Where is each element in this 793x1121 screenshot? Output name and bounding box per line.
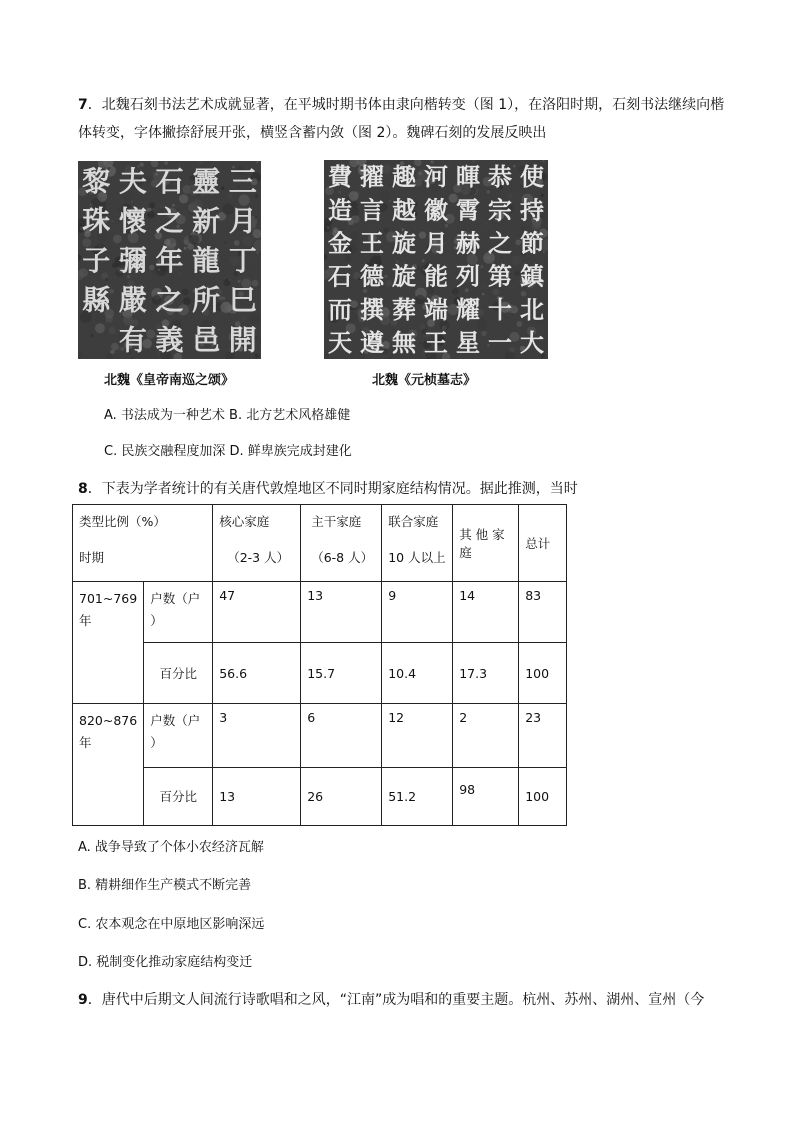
rubbing-texture-speck	[149, 202, 155, 208]
rubbing-character: 耀	[456, 294, 480, 324]
rubbing-character: 持	[520, 195, 544, 225]
rubbing-character: 十	[488, 294, 512, 324]
rubbing-character: 彌	[118, 244, 147, 278]
rubbing-character: 王	[360, 228, 384, 258]
cell-r3-main: 6	[301, 704, 382, 768]
q9-stem-line	[78, 987, 738, 1013]
header-core	[213, 505, 301, 582]
rubbing-character: 子	[82, 244, 111, 278]
rubbing-character: 葬	[392, 294, 416, 324]
period-cell-1: 701~769 年	[73, 582, 144, 704]
rubbing-texture-speck	[149, 265, 155, 271]
table-header-row	[73, 505, 567, 582]
rubbing-texture-speck	[78, 351, 83, 359]
q8-stem-line	[78, 476, 738, 502]
rubbing-character: 河	[424, 162, 448, 192]
rubbing-texture-speck	[238, 280, 241, 283]
family-structure-table	[72, 504, 567, 826]
q9-number: 9	[78, 992, 88, 1008]
rubbing-image-1	[78, 161, 261, 359]
rubbing-character: 造	[328, 195, 352, 225]
rubbing-character: 旋	[392, 261, 416, 291]
rubbing-character: 開	[228, 323, 257, 357]
rubbing-character: 之	[488, 228, 512, 258]
rubbing-character: 王	[424, 328, 448, 358]
rubbing-texture-speck	[229, 279, 231, 281]
rubbing-texture-speck	[224, 241, 227, 244]
rubbing-texture-speck	[480, 161, 483, 164]
rubbing-character: 旋	[392, 228, 416, 258]
rubbing-character: 費	[328, 162, 352, 192]
cell-r2-main: 15.7	[301, 643, 382, 704]
rubbing-character: 石	[155, 164, 184, 198]
rubbing-character: 嚴	[118, 283, 147, 317]
rubbing-character: 三	[228, 164, 257, 198]
cell-r3-other: 2	[453, 704, 519, 768]
rubbing-character: 越	[392, 195, 416, 225]
rubbing-character: 列	[456, 261, 480, 291]
rubbing-character: 一	[488, 328, 512, 358]
rubbing-texture-speck	[249, 161, 254, 164]
cell-r2-joint: 10.4	[382, 643, 453, 704]
percent-label-2: 百分比	[144, 767, 213, 825]
cell-r1-total: 83	[519, 582, 567, 643]
rubbing-texture-speck	[482, 293, 485, 296]
rubbing-texture-speck	[384, 275, 387, 278]
rubbing-texture-speck	[256, 161, 259, 164]
rubbing-character: 大	[520, 328, 544, 358]
cell-r1-main: 13	[301, 582, 382, 643]
rubbing-texture-speck	[389, 200, 391, 202]
cell-r2-core: 56.6	[213, 643, 301, 704]
rubbing-texture-speck	[481, 331, 487, 337]
header-type-ratio: 类型比例（%）	[79, 514, 166, 529]
rubbing-character: 夫	[118, 164, 147, 198]
rubbing-texture-speck	[184, 247, 187, 250]
rubbing-character: 年	[155, 244, 184, 278]
table-row	[73, 767, 567, 825]
rubbing-character: 第	[488, 261, 512, 291]
rubbing-image-2	[324, 160, 548, 359]
cell-r2-total: 100	[519, 643, 567, 704]
rubbing-texture-speck	[256, 251, 258, 253]
cell-r2-other: 17.3	[453, 643, 519, 704]
rubbing-texture-speck	[243, 318, 246, 321]
cell-r4-main: 26	[301, 767, 382, 825]
rubbing-character: 德	[360, 261, 384, 291]
rubbing-texture-speck	[389, 358, 391, 359]
q7-line1	[78, 92, 738, 118]
rubbing-character: 端	[424, 294, 448, 324]
rubbing-character: 黎	[82, 164, 111, 198]
rubbing-character: 遵	[360, 328, 384, 358]
households-label-2: 户数（户 ）	[144, 704, 213, 768]
rubbing-character: 節	[520, 228, 544, 258]
table-row	[73, 643, 567, 704]
rubbing-texture-speck	[221, 186, 225, 190]
rubbing-texture-speck	[146, 330, 155, 339]
rubbing-character: 龍	[192, 244, 221, 278]
rubbing-texture-speck	[351, 215, 359, 223]
rubbing-texture-speck	[147, 211, 155, 219]
table-row	[73, 582, 567, 643]
rubbing-character: 而	[328, 294, 352, 324]
rubbing-texture-speck	[515, 271, 520, 276]
rubbing-texture-speck	[78, 254, 81, 261]
rubbing-texture-speck	[183, 297, 191, 305]
rubbing-character: 趣	[392, 162, 416, 192]
rubbing-texture-speck	[111, 220, 113, 222]
rubbing-character: 靈	[192, 164, 221, 198]
rubbing-texture-speck	[222, 297, 225, 300]
percent-label-1: 百分比	[144, 643, 213, 704]
rubbing-texture-speck	[131, 201, 133, 203]
header-total: 总计	[519, 505, 567, 582]
households-label-1: 户数（户 ）	[144, 582, 213, 643]
rubbing-character: 能	[424, 261, 448, 291]
q8-number: 8	[78, 481, 88, 497]
rubbing-texture-speck	[480, 265, 483, 268]
rubbing-character: 使	[520, 162, 544, 192]
rubbing-texture-speck	[105, 278, 108, 281]
rubbing-character: 恭	[488, 162, 512, 192]
rubbing-character: 擢	[360, 162, 384, 192]
cell-r4-core: 13	[213, 767, 301, 825]
table-row	[73, 704, 567, 768]
rubbing-character: 懷	[118, 204, 147, 238]
header-main-2: （6-8 人）	[311, 550, 374, 565]
header-period: 时期	[79, 550, 105, 565]
q8-option-c: C. 农本观念在中原地区影响深远	[78, 917, 265, 932]
rubbing-texture-speck	[324, 254, 327, 261]
rubbing-character: 之	[155, 204, 184, 238]
cell-r4-total: 100	[519, 767, 567, 825]
q7-options-ab: A. 书法成为一种艺术 B. 北方艺术风格雄健	[104, 408, 351, 423]
rubbing-image-2-svg	[324, 160, 548, 359]
cell-r3-core: 3	[213, 704, 301, 768]
header-main	[301, 505, 382, 582]
rubbing-character: 邑	[192, 323, 221, 357]
cell-r3-joint: 12	[382, 704, 453, 768]
rubbing-texture-speck	[109, 327, 116, 334]
cell-r4-joint: 51.2	[382, 767, 453, 825]
header-joint-1: 联合家庭	[388, 514, 439, 529]
rubbing-character: 天	[328, 328, 352, 358]
rubbing-character: 言	[360, 195, 384, 225]
q8-option-b: B. 精耕细作生产模式不断完善	[78, 878, 252, 893]
rubbing-character: 月	[228, 204, 257, 238]
rubbing-character: 所	[192, 283, 221, 317]
rubbing-texture-speck	[513, 165, 515, 167]
cell-r1-other: 14	[453, 582, 519, 643]
rubbing-character: 無	[392, 328, 416, 358]
rubbing-character: 徽	[424, 195, 448, 225]
rubbing-texture-speck	[106, 353, 112, 359]
rubbing-texture-speck	[482, 285, 487, 290]
q8-option-d: D. 税制变化推动家庭结构变迁	[78, 955, 253, 970]
rubbing-texture-speck	[131, 358, 133, 359]
q7-number: 7	[78, 97, 88, 113]
rubbing-character: 丁	[228, 244, 257, 278]
rubbing-character: 巳	[228, 283, 257, 317]
rubbing-texture-speck	[388, 183, 391, 186]
cell-r4-other: 98	[453, 767, 519, 825]
cell-r1-core: 47	[213, 582, 301, 643]
rubbing-texture-speck	[91, 334, 94, 337]
header-core-1: 核心家庭	[219, 514, 270, 529]
rubbing-image-1-svg	[78, 161, 261, 359]
rubbing-texture-speck	[445, 224, 449, 228]
q8-option-a: A. 战争导致了个体小农经济瓦解	[78, 840, 264, 855]
rubbing-character: 石	[328, 261, 352, 291]
header-core-2: （2-3 人）	[227, 550, 290, 565]
q7-options-cd: C. 民族交融程度加深 D. 鲜卑族完成封建化	[104, 444, 352, 459]
image1-caption: 北魏《皇帝南巡之颂》	[104, 373, 235, 388]
period-cell-2: 820~876 年	[73, 704, 144, 826]
rubbing-character: 撰	[360, 294, 384, 324]
rubbing-character: 金	[328, 228, 352, 258]
cell-r1-joint: 9	[382, 582, 453, 643]
rubbing-texture-speck	[220, 163, 227, 170]
q8-stem: ．下表为学者统计的有关唐代敦煌地区不同时期家庭结构情况。据此推测，当时	[87, 481, 578, 497]
q9-stem: ．唐代中后期文人间流行诗歌唱和之风，“江南”成为唱和的重要主题。杭州、苏州、湖州、宣州（今	[87, 992, 705, 1008]
rubbing-character: 鎮	[520, 261, 544, 291]
rubbing-texture-speck	[419, 172, 422, 175]
header-type-period	[73, 505, 213, 582]
rubbing-character: 暉	[456, 162, 480, 192]
rubbing-texture-speck	[418, 341, 422, 345]
rubbing-character: 宗	[488, 195, 512, 225]
rubbing-character: 之	[155, 283, 184, 317]
rubbing-texture-speck	[95, 323, 105, 333]
rubbing-character: 北	[520, 294, 544, 324]
rubbing-character: 新	[192, 204, 221, 238]
rubbing-character: 赫	[456, 228, 480, 258]
header-other: 其 他 家 庭	[453, 505, 519, 582]
rubbing-character: 星	[456, 328, 480, 358]
image2-caption: 北魏《元桢墓志》	[372, 373, 477, 388]
rubbing-texture-speck	[111, 343, 119, 351]
q7-stem-line2: 体转变，字体撇捺舒展开张，横竖含蓄内敛（图 2）。魏碑石刻的发展反映出	[78, 125, 547, 141]
rubbing-character: 有	[118, 323, 147, 357]
header-joint	[382, 505, 453, 582]
rubbing-character: 珠	[82, 204, 111, 238]
rubbing-character: 義	[155, 323, 184, 357]
header-joint-2: 10 人以上	[388, 550, 446, 565]
rubbing-texture-speck	[351, 201, 358, 208]
rubbing-character: 縣	[82, 283, 111, 317]
rubbing-character: 月	[424, 228, 448, 258]
q7-stem-line1: ．北魏石刻书法艺术成就显著，在平城时期书体由隶向楷转变（图 1），在洛阳时期，石刻书法继续向楷	[87, 97, 725, 113]
header-main-1: 主干家庭	[311, 514, 362, 529]
rubbing-character: 霄	[456, 195, 480, 225]
cell-r3-total: 23	[519, 704, 567, 768]
